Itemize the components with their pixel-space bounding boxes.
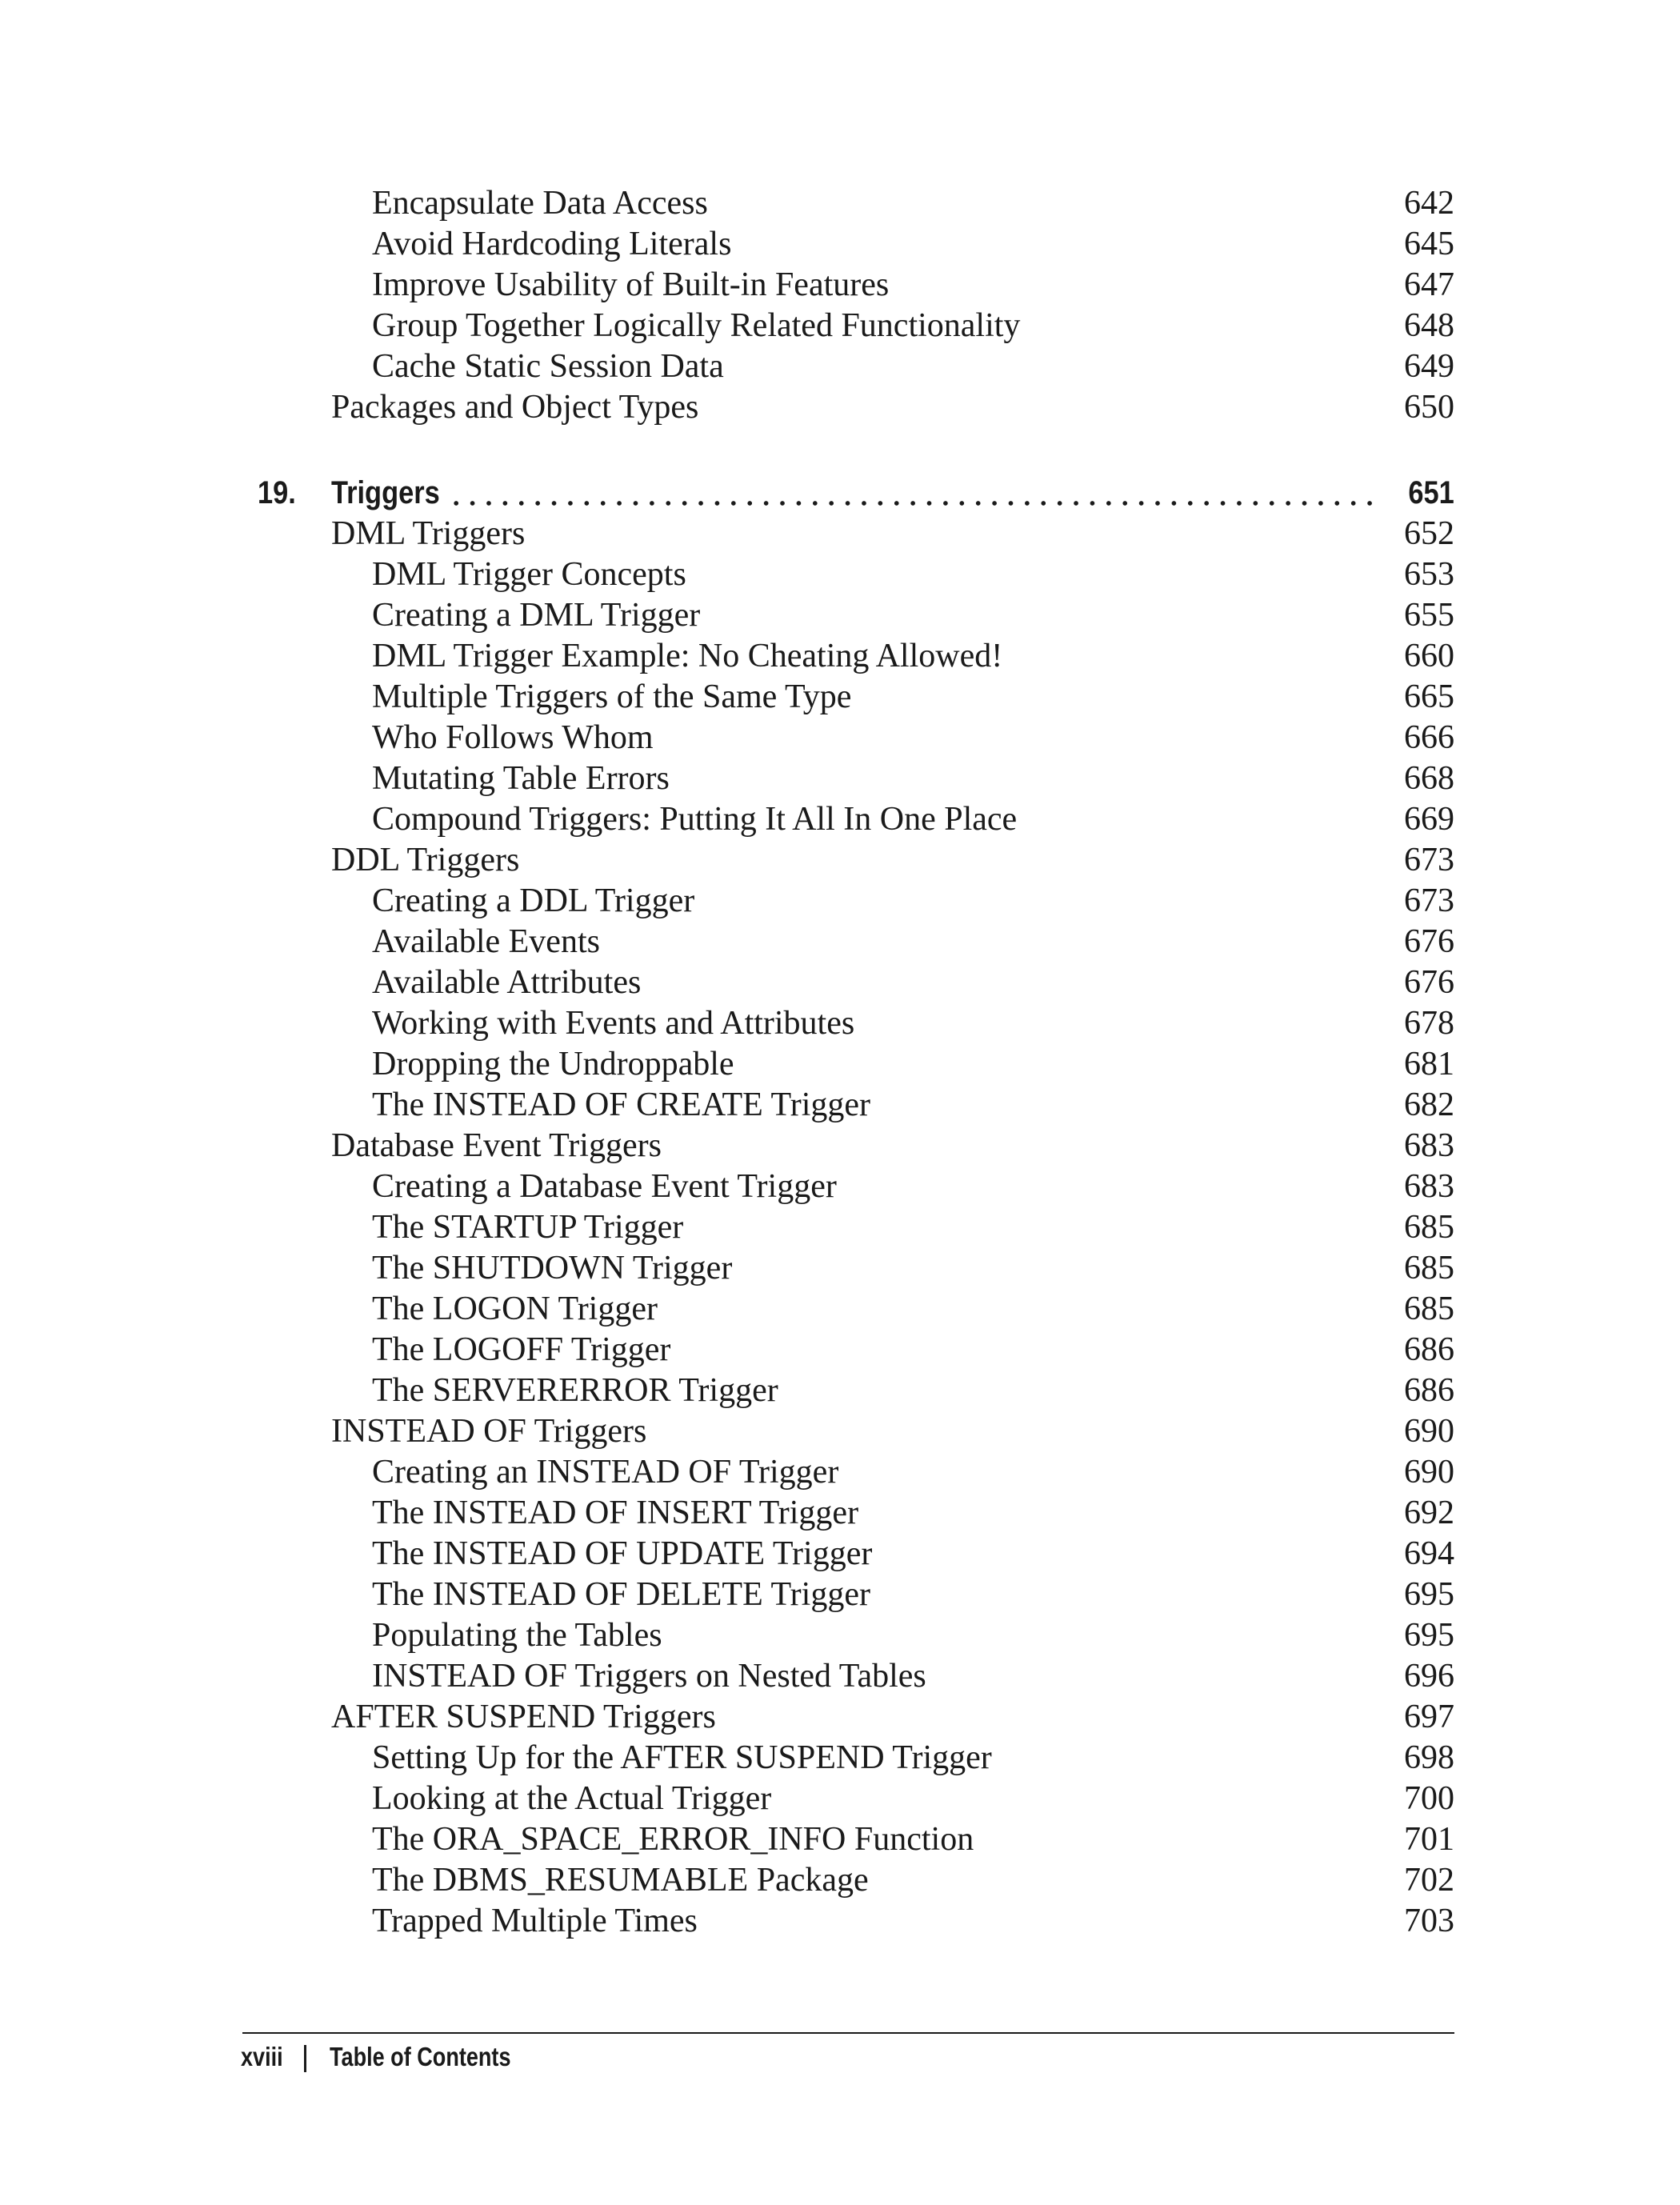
toc-entry-page: 683 [1404, 1168, 1454, 1205]
toc-entry[interactable] [0, 1167, 1680, 1207]
footer-rule [242, 2032, 1454, 2034]
toc-entry[interactable] [0, 514, 1680, 554]
toc-entry[interactable] [0, 1534, 1680, 1575]
toc-entry-title: The INSTEAD OF UPDATE Trigger [372, 1535, 873, 1572]
page-folio: xviii [241, 2042, 283, 2071]
toc-entry[interactable] [0, 1493, 1680, 1534]
toc-entry[interactable] [0, 1575, 1680, 1615]
toc-entry-page: 697 [1404, 1699, 1454, 1735]
toc-entry-title: Encapsulate Data Access [372, 185, 708, 222]
toc-entry-page: 676 [1404, 923, 1454, 960]
toc-entry[interactable] [0, 881, 1680, 922]
toc-entry[interactable] [0, 1126, 1680, 1167]
toc-entry-page: 642 [1404, 185, 1454, 222]
toc-entry[interactable] [0, 224, 1680, 265]
toc-entry-title: Working with Events and Attributes [372, 1005, 855, 1042]
toc-entry-page: 695 [1404, 1617, 1454, 1654]
toc-entry-title: AFTER SUSPEND Triggers [331, 1699, 716, 1735]
toc-entry[interactable] [0, 1085, 1680, 1126]
dot-leader [448, 501, 1378, 506]
toc-entry-title: The ORA_SPACE_ERROR_INFO Function [372, 1821, 974, 1858]
toc-entry-page: 668 [1404, 760, 1454, 797]
toc-entry-page: 649 [1404, 348, 1454, 385]
toc-entry[interactable] [0, 1656, 1680, 1697]
toc-entry[interactable] [0, 1044, 1680, 1085]
toc-entry-page: 683 [1404, 1127, 1454, 1164]
toc-entry[interactable] [0, 1901, 1680, 1942]
toc-entry[interactable] [0, 840, 1680, 881]
toc-entry-page: 685 [1404, 1250, 1454, 1287]
toc-entry-page: 655 [1404, 597, 1454, 634]
toc-entry[interactable] [0, 1330, 1680, 1371]
chapter-title: Triggers [331, 475, 440, 510]
toc-entry[interactable] [0, 1860, 1680, 1901]
toc-entry-title: Dropping the Undroppable [372, 1046, 734, 1082]
toc-entry-title: Available Attributes [372, 964, 642, 1001]
toc-entry-page: 695 [1404, 1576, 1454, 1613]
toc-entry[interactable] [0, 636, 1680, 677]
chapter-heading[interactable] [0, 470, 1680, 515]
toc-entry-title: Creating an INSTEAD OF Trigger [372, 1454, 839, 1491]
toc-entry-page: 702 [1404, 1862, 1454, 1899]
toc-entry[interactable] [0, 306, 1680, 346]
toc-entry-page: 645 [1404, 226, 1454, 262]
toc-entry[interactable] [0, 1819, 1680, 1860]
chapter-page: 651 [1408, 475, 1454, 510]
toc-entry[interactable] [0, 677, 1680, 718]
toc-entry-title: The DBMS_RESUMABLE Package [372, 1862, 869, 1899]
toc-entry-title: Trapped Multiple Times [372, 1903, 698, 1939]
toc-entry-page: 698 [1404, 1739, 1454, 1776]
toc-entry-title: The SERVERERROR Trigger [372, 1372, 778, 1409]
toc-entry-page: 690 [1404, 1454, 1454, 1491]
toc-entry-page: 647 [1404, 266, 1454, 303]
toc-entry-title: Creating a DDL Trigger [372, 882, 695, 919]
toc-entry-page: 653 [1404, 556, 1454, 593]
toc-entry-page: 690 [1404, 1413, 1454, 1450]
toc-entry-page: 666 [1404, 719, 1454, 756]
toc-entry-title: Setting Up for the AFTER SUSPEND Trigger [372, 1739, 992, 1776]
toc-entry-title: Populating the Tables [372, 1617, 662, 1654]
toc-entry-page: 650 [1404, 389, 1454, 426]
toc-entry-title: DDL Triggers [331, 842, 520, 878]
toc-entry-title: DML Trigger Example: No Cheating Allowed! [372, 638, 1003, 674]
toc-entry-title: INSTEAD OF Triggers [331, 1413, 647, 1450]
toc-entry[interactable] [0, 1779, 1680, 1819]
toc-entry[interactable] [0, 1452, 1680, 1493]
toc-entry[interactable] [0, 718, 1680, 758]
toc-entry[interactable] [0, 265, 1680, 306]
toc-entry[interactable] [0, 387, 1680, 428]
toc-entry-page: 685 [1404, 1209, 1454, 1246]
toc-entry-page: 673 [1404, 882, 1454, 919]
toc-entry-page: 678 [1404, 1005, 1454, 1042]
toc-entry-page: 648 [1404, 307, 1454, 344]
toc-entry[interactable] [0, 595, 1680, 636]
toc-entry[interactable] [0, 1615, 1680, 1656]
toc-entry-title: Avoid Hardcoding Literals [372, 226, 732, 262]
toc-entry[interactable] [0, 1248, 1680, 1289]
toc-entry-title: Mutating Table Errors [372, 760, 670, 797]
toc-entry-page: 681 [1404, 1046, 1454, 1082]
toc-entry-page: 652 [1404, 515, 1454, 552]
toc-entry-page: 660 [1404, 638, 1454, 674]
toc-entry-page: 673 [1404, 842, 1454, 878]
toc-entry[interactable] [0, 1411, 1680, 1452]
toc-entry[interactable] [0, 758, 1680, 799]
toc-entry-title: Creating a Database Event Trigger [372, 1168, 837, 1205]
toc-entry[interactable] [0, 346, 1680, 387]
toc-entry-title: The STARTUP Trigger [372, 1209, 684, 1246]
toc-entry-title: The LOGOFF Trigger [372, 1331, 671, 1368]
footer-separator [304, 2045, 306, 2072]
toc-entry-page: 686 [1404, 1331, 1454, 1368]
toc-entry-page: 696 [1404, 1658, 1454, 1695]
toc-entry-title: Multiple Triggers of the Same Type [372, 678, 852, 715]
toc-entry[interactable] [0, 1003, 1680, 1044]
toc-entry-title: The LOGON Trigger [372, 1291, 658, 1327]
toc-entry-title: DML Trigger Concepts [372, 556, 686, 593]
toc-entry-page: 669 [1404, 801, 1454, 838]
toc-entry[interactable] [0, 1697, 1680, 1738]
toc-entry-title: Looking at the Actual Trigger [372, 1780, 772, 1817]
toc-entry-title: Database Event Triggers [331, 1127, 662, 1164]
toc-entry-page: 692 [1404, 1495, 1454, 1531]
toc-entry-page: 686 [1404, 1372, 1454, 1409]
toc-entry[interactable] [0, 1207, 1680, 1248]
toc-entry-title: The SHUTDOWN Trigger [372, 1250, 733, 1287]
running-footer-title: Table of Contents [330, 2042, 511, 2071]
toc-entry-title: The INSTEAD OF INSERT Trigger [372, 1495, 859, 1531]
toc-entry-title: Compound Triggers: Putting It All In One Place [372, 801, 1018, 838]
toc-entry-title: Cache Static Session Data [372, 348, 724, 385]
toc-entry[interactable] [0, 922, 1680, 962]
toc-entry-title: Improve Usability of Built-in Features [372, 266, 890, 303]
toc-entry-title: Who Follows Whom [372, 719, 654, 756]
toc-entry-title: Available Events [372, 923, 600, 960]
toc-entry-title: INSTEAD OF Triggers on Nested Tables [372, 1658, 926, 1695]
toc-entry[interactable] [0, 1289, 1680, 1330]
chapter-number: 19. [258, 475, 296, 510]
toc-entry-title: Packages and Object Types [331, 389, 699, 426]
toc-entry-page: 700 [1404, 1780, 1454, 1817]
toc-entry-page: 682 [1404, 1086, 1454, 1123]
toc-entry[interactable] [0, 554, 1680, 595]
toc-entry-page: 701 [1404, 1821, 1454, 1858]
toc-entry[interactable] [0, 1371, 1680, 1411]
toc-entry-title: Group Together Logically Related Functionality [372, 307, 1021, 344]
toc-entry-page: 685 [1404, 1291, 1454, 1327]
toc-entry-title: The INSTEAD OF DELETE Trigger [372, 1576, 870, 1613]
toc-entry-page: 694 [1404, 1535, 1454, 1572]
toc-entry-title: DML Triggers [331, 515, 526, 552]
toc-entry-title: Creating a DML Trigger [372, 597, 701, 634]
toc-entry[interactable] [0, 962, 1680, 1003]
toc-entry-page: 676 [1404, 964, 1454, 1001]
toc-entry[interactable] [0, 1738, 1680, 1779]
toc-entry-page: 665 [1404, 678, 1454, 715]
toc-entry-title: The INSTEAD OF CREATE Trigger [372, 1086, 871, 1123]
toc-entry[interactable] [0, 183, 1680, 224]
toc-entry[interactable] [0, 799, 1680, 840]
toc-entry-page: 703 [1404, 1903, 1454, 1939]
